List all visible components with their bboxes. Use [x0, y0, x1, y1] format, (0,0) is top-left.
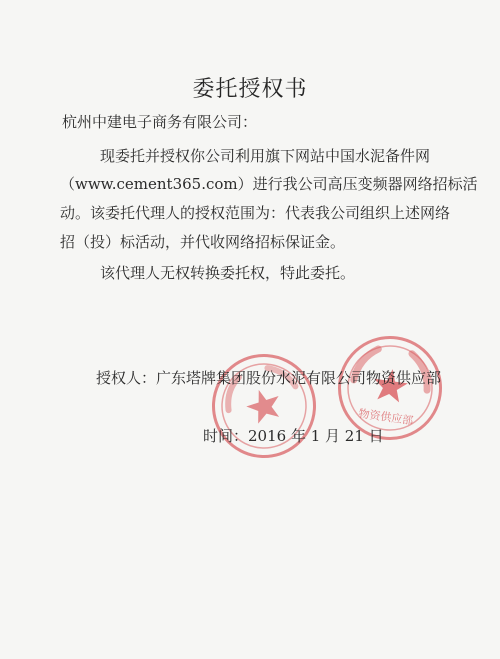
company-seal-stamp [198, 340, 329, 471]
date-line: 时间：2016 年 1 月 21 日 [203, 427, 384, 445]
body-line-2: （www.cement365.com）进行我公司高压变频器网络招标活 [60, 175, 478, 193]
addressee-line: 杭州中建电子商务有限公司： [62, 113, 258, 131]
body-line-3: 动。该委托代理人的授权范围为：代表我公司组织上述网络 [60, 204, 451, 222]
body-line-5: 该代理人无权转换委托权，特此委托。 [100, 264, 356, 282]
body-line-4: 招（投）标活动，并代收网络招标保证金。 [60, 233, 346, 251]
seal-graphic [202, 344, 325, 467]
seal-caption: 物资供应部 [357, 406, 415, 428]
body-line-1: 现委托并授权你公司利用旗下网站中国水泥备件网 [100, 147, 431, 165]
document-title: 委托授权书 [192, 77, 308, 102]
authorizer-line: 授权人：广东塔牌集团股份水泥有限公司物资供应部 [96, 369, 442, 387]
